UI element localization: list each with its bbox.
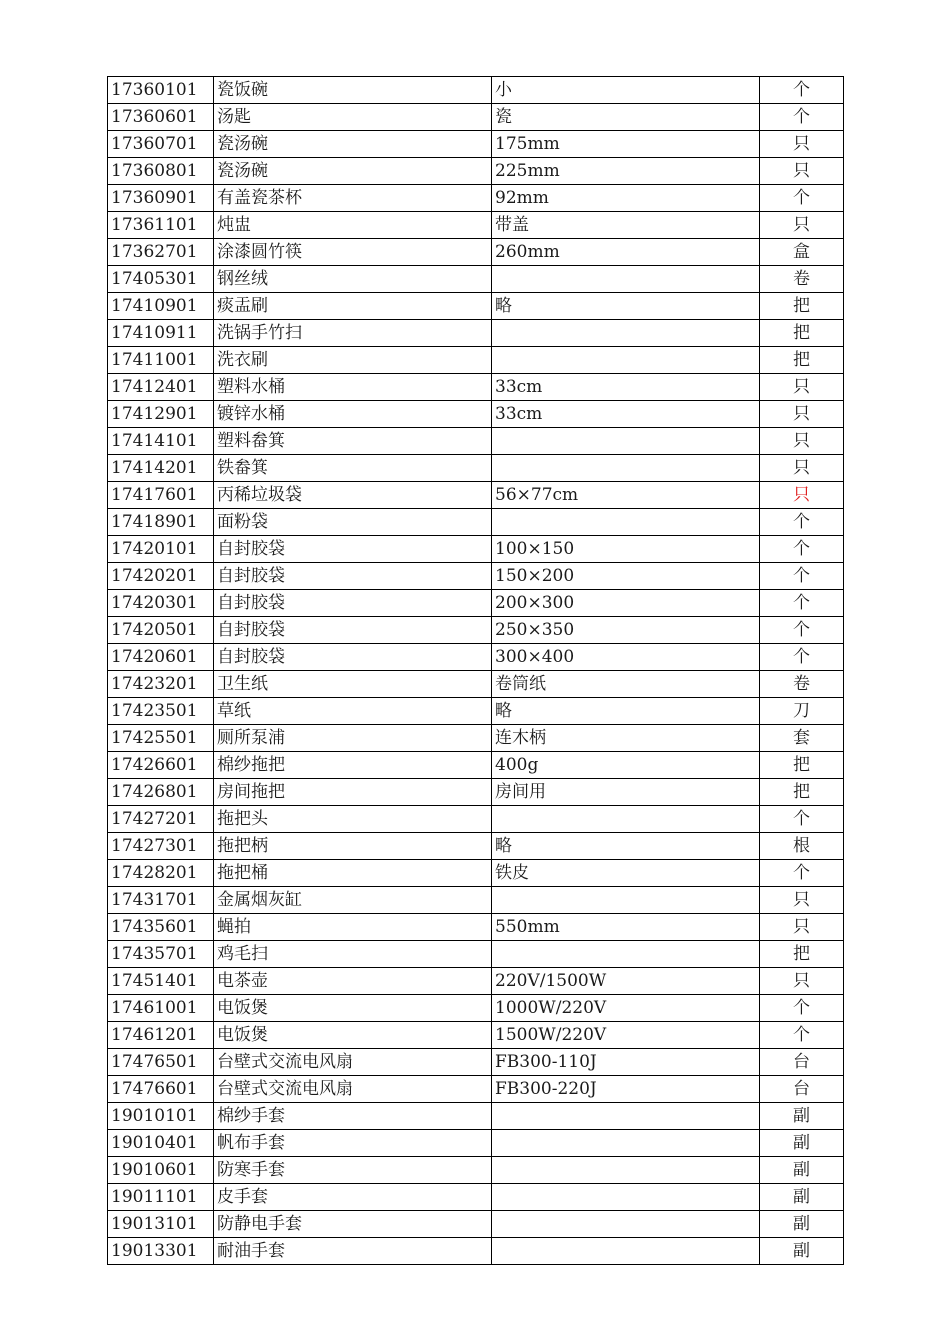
item-name-cell: 有盖瓷茶杯 xyxy=(214,185,492,212)
item-code-cell: 17360601 xyxy=(108,104,214,131)
item-code-cell: 19013101 xyxy=(108,1211,214,1238)
item-code-cell: 17426801 xyxy=(108,779,214,806)
item-name-cell: 棉纱手套 xyxy=(214,1103,492,1130)
item-unit-cell: 只 xyxy=(760,212,844,239)
item-unit-cell: 只 xyxy=(760,887,844,914)
item-spec-cell: 卷筒纸 xyxy=(492,671,760,698)
item-spec-cell: FB300-220J xyxy=(492,1076,760,1103)
item-code-cell: 17427301 xyxy=(108,833,214,860)
item-spec-cell: 瓷 xyxy=(492,104,760,131)
item-code-cell: 17360101 xyxy=(108,77,214,104)
item-spec-cell: 260mm xyxy=(492,239,760,266)
item-spec-cell xyxy=(492,1211,760,1238)
item-name-cell: 蝇拍 xyxy=(214,914,492,941)
item-spec-cell: 略 xyxy=(492,833,760,860)
item-spec-cell xyxy=(492,1103,760,1130)
item-spec-cell: 连木柄 xyxy=(492,725,760,752)
item-unit-cell: 个 xyxy=(760,590,844,617)
item-name-cell: 汤匙 xyxy=(214,104,492,131)
table-row xyxy=(108,617,844,644)
item-spec-cell xyxy=(492,1184,760,1211)
item-spec-cell: 220V/1500W xyxy=(492,968,760,995)
item-spec-cell: 略 xyxy=(492,293,760,320)
item-code-cell: 17420501 xyxy=(108,617,214,644)
item-spec-cell: 小 xyxy=(492,77,760,104)
item-spec-cell: 100×150 xyxy=(492,536,760,563)
item-spec-cell: 300×400 xyxy=(492,644,760,671)
item-unit-cell: 副 xyxy=(760,1157,844,1184)
item-table xyxy=(107,76,844,1265)
item-unit-cell: 只 xyxy=(760,428,844,455)
table-row xyxy=(108,860,844,887)
item-code-cell: 17412401 xyxy=(108,374,214,401)
item-unit-cell: 台 xyxy=(760,1076,844,1103)
item-unit-cell: 个 xyxy=(760,563,844,590)
item-unit-cell: 只 xyxy=(760,455,844,482)
item-table-body xyxy=(108,77,844,1265)
item-unit-cell: 刀 xyxy=(760,698,844,725)
table-row xyxy=(108,1157,844,1184)
item-spec-cell: 56×77cm xyxy=(492,482,760,509)
item-code-cell: 17417601 xyxy=(108,482,214,509)
item-spec-cell xyxy=(492,1157,760,1184)
item-code-cell: 17423501 xyxy=(108,698,214,725)
item-name-cell: 面粉袋 xyxy=(214,509,492,536)
item-name-cell: 鸡毛扫 xyxy=(214,941,492,968)
item-name-cell: 拖把桶 xyxy=(214,860,492,887)
item-code-cell: 17360701 xyxy=(108,131,214,158)
table-row xyxy=(108,1211,844,1238)
table-row xyxy=(108,995,844,1022)
item-code-cell: 17362701 xyxy=(108,239,214,266)
item-name-cell: 卫生纸 xyxy=(214,671,492,698)
item-spec-cell xyxy=(492,941,760,968)
item-unit-cell: 个 xyxy=(760,509,844,536)
table-row xyxy=(108,320,844,347)
table-row xyxy=(108,698,844,725)
item-name-cell: 防寒手套 xyxy=(214,1157,492,1184)
item-name-cell: 自封胶袋 xyxy=(214,644,492,671)
table-row xyxy=(108,482,844,509)
item-unit-cell: 卷 xyxy=(760,671,844,698)
table-row xyxy=(108,374,844,401)
table-row xyxy=(108,158,844,185)
item-name-cell: 电饭煲 xyxy=(214,1022,492,1049)
item-unit-cell: 副 xyxy=(760,1184,844,1211)
item-name-cell: 塑料畚箕 xyxy=(214,428,492,455)
item-name-cell: 自封胶袋 xyxy=(214,590,492,617)
item-name-cell: 草纸 xyxy=(214,698,492,725)
item-name-cell: 拖把柄 xyxy=(214,833,492,860)
item-code-cell: 17427201 xyxy=(108,806,214,833)
item-unit-cell: 个 xyxy=(760,104,844,131)
table-row xyxy=(108,1076,844,1103)
item-unit-cell: 卷 xyxy=(760,266,844,293)
table-row xyxy=(108,536,844,563)
item-code-cell: 19011101 xyxy=(108,1184,214,1211)
item-unit-cell: 套 xyxy=(760,725,844,752)
item-spec-cell: 铁皮 xyxy=(492,860,760,887)
item-spec-cell xyxy=(492,806,760,833)
item-unit-cell: 个 xyxy=(760,185,844,212)
item-name-cell: 镀锌水桶 xyxy=(214,401,492,428)
item-name-cell: 厕所泵浦 xyxy=(214,725,492,752)
item-name-cell: 皮手套 xyxy=(214,1184,492,1211)
item-code-cell: 17423201 xyxy=(108,671,214,698)
item-name-cell: 洗锅手竹扫 xyxy=(214,320,492,347)
item-code-cell: 17476601 xyxy=(108,1076,214,1103)
item-code-cell: 17414101 xyxy=(108,428,214,455)
item-spec-cell xyxy=(492,428,760,455)
item-name-cell: 瓷汤碗 xyxy=(214,158,492,185)
item-unit-cell: 个 xyxy=(760,644,844,671)
table-row xyxy=(108,590,844,617)
table-row xyxy=(108,887,844,914)
item-code-cell: 17411001 xyxy=(108,347,214,374)
item-code-cell: 17360801 xyxy=(108,158,214,185)
item-spec-cell: 房间用 xyxy=(492,779,760,806)
item-spec-cell: 225mm xyxy=(492,158,760,185)
item-code-cell: 17420201 xyxy=(108,563,214,590)
item-spec-cell xyxy=(492,320,760,347)
item-spec-cell: 200×300 xyxy=(492,590,760,617)
item-unit-cell: 个 xyxy=(760,806,844,833)
item-unit-cell: 根 xyxy=(760,833,844,860)
table-row xyxy=(108,563,844,590)
table-row xyxy=(108,1022,844,1049)
table-row xyxy=(108,266,844,293)
item-unit-cell: 个 xyxy=(760,995,844,1022)
item-name-cell: 自封胶袋 xyxy=(214,617,492,644)
table-row xyxy=(108,1130,844,1157)
item-name-cell: 棉纱拖把 xyxy=(214,752,492,779)
table-row xyxy=(108,77,844,104)
item-name-cell: 金属烟灰缸 xyxy=(214,887,492,914)
item-spec-cell: 1000W/220V xyxy=(492,995,760,1022)
item-code-cell: 17451401 xyxy=(108,968,214,995)
table-row xyxy=(108,293,844,320)
item-code-cell: 19010401 xyxy=(108,1130,214,1157)
item-unit-cell: 把 xyxy=(760,779,844,806)
item-spec-cell xyxy=(492,266,760,293)
table-row xyxy=(108,131,844,158)
item-spec-cell: 略 xyxy=(492,698,760,725)
item-spec-cell: 400g xyxy=(492,752,760,779)
item-code-cell: 17431701 xyxy=(108,887,214,914)
item-spec-cell: 175mm xyxy=(492,131,760,158)
item-spec-cell: 150×200 xyxy=(492,563,760,590)
item-spec-cell xyxy=(492,1238,760,1265)
table-row xyxy=(108,455,844,482)
item-name-cell: 炖盅 xyxy=(214,212,492,239)
table-row xyxy=(108,104,844,131)
item-code-cell: 19010101 xyxy=(108,1103,214,1130)
item-unit-cell: 只 xyxy=(760,131,844,158)
item-unit-cell: 只 xyxy=(760,914,844,941)
item-code-cell: 17405301 xyxy=(108,266,214,293)
item-code-cell: 17420601 xyxy=(108,644,214,671)
item-unit-cell: 把 xyxy=(760,941,844,968)
item-code-cell: 17418901 xyxy=(108,509,214,536)
item-unit-cell: 把 xyxy=(760,752,844,779)
item-spec-cell: 33cm xyxy=(492,374,760,401)
item-unit-cell: 副 xyxy=(760,1211,844,1238)
item-unit-cell: 个 xyxy=(760,860,844,887)
item-unit-cell: 只 xyxy=(760,968,844,995)
table-row xyxy=(108,239,844,266)
item-unit-cell: 个 xyxy=(760,77,844,104)
table-row xyxy=(108,968,844,995)
item-code-cell: 17410901 xyxy=(108,293,214,320)
item-unit-cell: 只 xyxy=(760,158,844,185)
item-spec-cell: 250×350 xyxy=(492,617,760,644)
item-code-cell: 17361101 xyxy=(108,212,214,239)
item-unit-cell: 把 xyxy=(760,320,844,347)
item-name-cell: 电茶壶 xyxy=(214,968,492,995)
item-unit-cell: 把 xyxy=(760,347,844,374)
item-unit-cell: 只 xyxy=(760,374,844,401)
table-row xyxy=(108,1103,844,1130)
table-row xyxy=(108,833,844,860)
table-row xyxy=(108,509,844,536)
item-spec-cell: 550mm xyxy=(492,914,760,941)
item-spec-cell: 1500W/220V xyxy=(492,1022,760,1049)
item-name-cell: 铁畚箕 xyxy=(214,455,492,482)
item-unit-cell: 副 xyxy=(760,1238,844,1265)
table-row xyxy=(108,1049,844,1076)
item-spec-cell xyxy=(492,1130,760,1157)
item-code-cell: 19010601 xyxy=(108,1157,214,1184)
item-name-cell: 钢丝绒 xyxy=(214,266,492,293)
item-code-cell: 17360901 xyxy=(108,185,214,212)
item-code-cell: 17476501 xyxy=(108,1049,214,1076)
item-code-cell: 17428201 xyxy=(108,860,214,887)
item-code-cell: 17412901 xyxy=(108,401,214,428)
table-row xyxy=(108,1184,844,1211)
item-spec-cell xyxy=(492,347,760,374)
table-row xyxy=(108,185,844,212)
item-code-cell: 17426601 xyxy=(108,752,214,779)
item-name-cell: 丙稀垃圾袋 xyxy=(214,482,492,509)
item-spec-cell: 92mm xyxy=(492,185,760,212)
item-spec-cell: FB300-110J xyxy=(492,1049,760,1076)
item-unit-cell: 盒 xyxy=(760,239,844,266)
item-unit-cell: 个 xyxy=(760,617,844,644)
table-row xyxy=(108,806,844,833)
table-row xyxy=(108,1238,844,1265)
item-name-cell: 塑料水桶 xyxy=(214,374,492,401)
item-name-cell: 痰盂刷 xyxy=(214,293,492,320)
item-name-cell: 自封胶袋 xyxy=(214,563,492,590)
item-code-cell: 17425501 xyxy=(108,725,214,752)
item-unit-cell: 只 xyxy=(760,401,844,428)
item-code-cell: 17435601 xyxy=(108,914,214,941)
item-name-cell: 耐油手套 xyxy=(214,1238,492,1265)
table-row xyxy=(108,428,844,455)
item-unit-cell: 副 xyxy=(760,1130,844,1157)
item-code-cell: 17435701 xyxy=(108,941,214,968)
item-spec-cell xyxy=(492,887,760,914)
item-name-cell: 拖把头 xyxy=(214,806,492,833)
item-code-cell: 17414201 xyxy=(108,455,214,482)
item-unit-cell: 个 xyxy=(760,536,844,563)
item-unit-cell: 台 xyxy=(760,1049,844,1076)
item-name-cell: 涂漆圆竹筷 xyxy=(214,239,492,266)
item-code-cell: 17410911 xyxy=(108,320,214,347)
table-row xyxy=(108,779,844,806)
table-row xyxy=(108,914,844,941)
item-name-cell: 瓷饭碗 xyxy=(214,77,492,104)
table-row xyxy=(108,725,844,752)
table-row xyxy=(108,941,844,968)
item-name-cell: 电饭煲 xyxy=(214,995,492,1022)
item-spec-cell: 33cm xyxy=(492,401,760,428)
item-name-cell: 房间拖把 xyxy=(214,779,492,806)
table-row xyxy=(108,671,844,698)
item-name-cell: 台壁式交流电风扇 xyxy=(214,1076,492,1103)
table-row xyxy=(108,347,844,374)
item-unit-cell: 个 xyxy=(760,1022,844,1049)
item-code-cell: 17461001 xyxy=(108,995,214,1022)
table-row xyxy=(108,401,844,428)
item-name-cell: 防静电手套 xyxy=(214,1211,492,1238)
table-row xyxy=(108,644,844,671)
item-code-cell: 17461201 xyxy=(108,1022,214,1049)
item-code-cell: 19013301 xyxy=(108,1238,214,1265)
item-name-cell: 瓷汤碗 xyxy=(214,131,492,158)
item-unit-cell: 把 xyxy=(760,293,844,320)
item-spec-cell xyxy=(492,509,760,536)
item-spec-cell: 带盖 xyxy=(492,212,760,239)
item-unit-cell: 只 xyxy=(760,482,844,509)
item-spec-cell xyxy=(492,455,760,482)
table-row xyxy=(108,752,844,779)
item-unit-cell: 副 xyxy=(760,1103,844,1130)
item-name-cell: 台壁式交流电风扇 xyxy=(214,1049,492,1076)
item-name-cell: 帆布手套 xyxy=(214,1130,492,1157)
item-name-cell: 自封胶袋 xyxy=(214,536,492,563)
item-code-cell: 17420301 xyxy=(108,590,214,617)
table-row xyxy=(108,212,844,239)
item-code-cell: 17420101 xyxy=(108,536,214,563)
item-name-cell: 洗衣刷 xyxy=(214,347,492,374)
